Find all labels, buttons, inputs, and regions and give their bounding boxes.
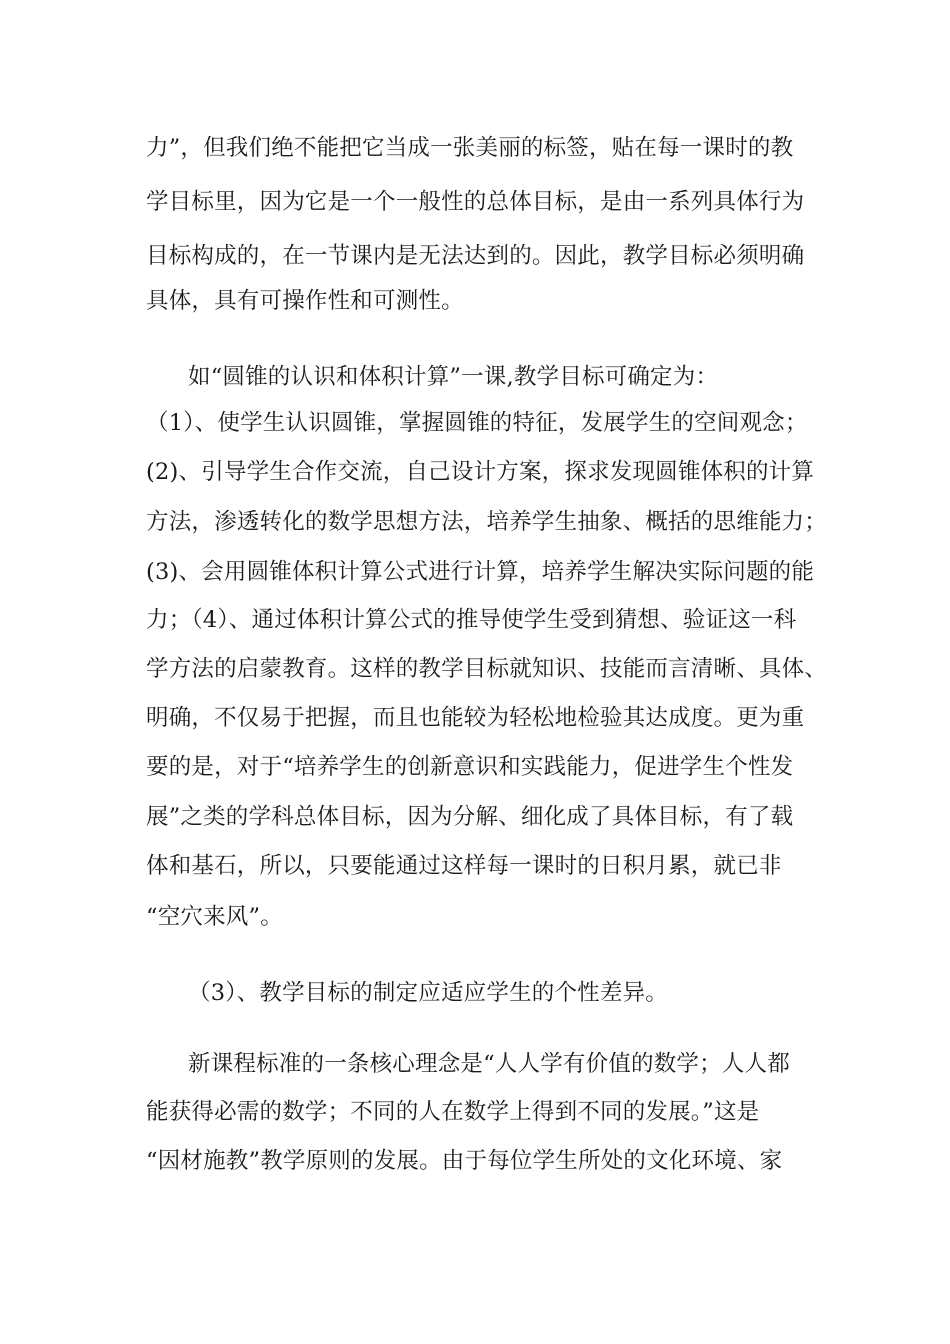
text-line: (3)、会用圆锥体积计算公式进行计算，培养学生解决实际问题的能 — [146, 559, 815, 585]
text-line: 能获得必需的数学；不同的人在数学上得到不同的发展。”这是 — [146, 1099, 760, 1125]
text-line: 学目标里，因为它是一个一般性的总体目标，是由一系列具体行为 — [146, 189, 805, 215]
section-heading: （3）、教学目标的制定应适应学生的个性差异。 — [188, 980, 668, 1006]
text-line: 目标构成的，在一节课内是无法达到的。因此，教学目标必须明确 — [146, 243, 805, 269]
text-line: 方法，渗透转化的数学思想方法，培养学生抽象、概括的思维能力； — [146, 509, 828, 535]
text-line: 新课程标准的一条核心理念是“人人学有价值的数学；人人都 — [188, 1051, 790, 1077]
text-line: 学方法的启蒙教育。这样的教学目标就知识、技能而言清晰、具体、 — [146, 656, 828, 682]
text-line: 体和基石，所以，只要能通过这样每一课时的日积月累，就已非 — [146, 853, 782, 879]
text-line: 如“圆锥的认识和体积计算”一课,教学目标可确定为： — [188, 364, 719, 390]
text-line: 要的是，对于“培养学生的创新意识和实践能力，促进学生个性发 — [146, 754, 794, 780]
text-line: 展”之类的学科总体目标，因为分解、细化成了具体目标，有了载 — [146, 804, 794, 830]
text-line: 力”，但我们绝不能把它当成一张美丽的标签，贴在每一课时的教 — [146, 135, 794, 161]
text-line: 力；（4）、通过体积计算公式的推导使学生受到猜想、验证这一科 — [146, 607, 797, 633]
text-line: “空穴来风”。 — [146, 904, 283, 930]
text-line: （1）、使学生认识圆锥，掌握圆锥的特征，发展学生的空间观念； — [146, 410, 808, 436]
text-line: 明确，不仅易于把握，而且也能较为轻松地检验其达成度。更为重 — [146, 705, 805, 731]
text-line: (2)、引导学生合作交流，自己设计方案，探求发现圆锥体积的计算 — [146, 459, 815, 485]
text-line: “因材施教”教学原则的发展。由于每位学生所处的文化环境、家 — [146, 1148, 783, 1174]
text-line: 具体，具有可操作性和可测性。 — [146, 288, 464, 314]
